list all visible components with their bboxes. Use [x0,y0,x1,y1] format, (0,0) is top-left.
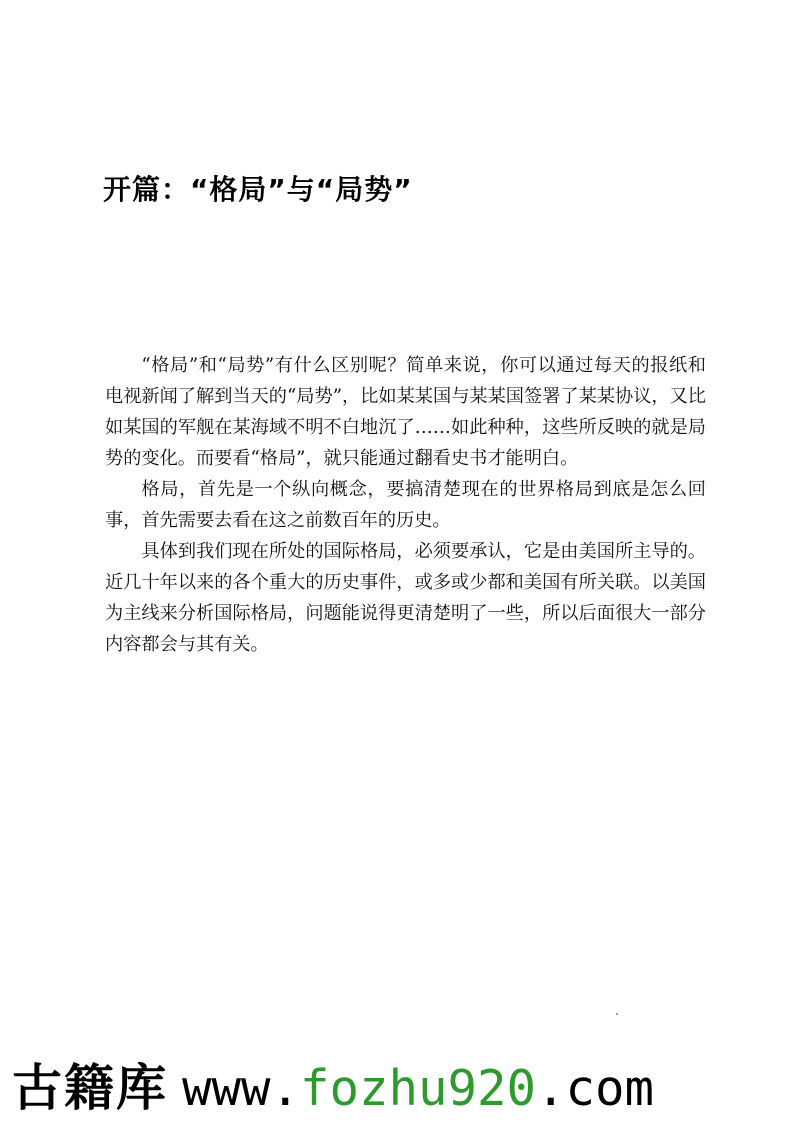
page-title: 开篇：“格局”与“局势” [103,173,413,206]
watermark-site-name: 古籍库 [12,1059,168,1117]
paragraph: 格局，首先是一个纵向概念，要搞清楚现在的世界格局到底是怎么回事，首先需要去看在这之前数百年的历史。 [105,479,706,531]
paragraph: 具体到我们现在所处的国际格局，必须要承认，它是由美国所主导的。近几十年以来的各个重大的历史事件，或多或少都和美国有所关联。以美国为主线来分析国际格局，问题能说得更清楚明了一些，所以后面很大一部分内容都会与其有关。 [105,541,706,655]
watermark [12,1048,654,1120]
watermark-url-accent: fozhu920 [300,1060,537,1117]
scan-speck [616,1013,618,1015]
watermark-url-prefix: www. [182,1060,301,1117]
watermark-url-suffix: .com [536,1060,655,1117]
paragraph: “格局”和“局势”有什么区别呢？简单来说，你可以通过每天的报纸和电视新闻了解到当天的“局势”，比如某某国与某某国签署了某某协议，又比如某国的军舰在某海域不明不白地沉了……如此种种，这些所反映的就是局势的变化。而要看“格局”，就只能通过翻看史书才能明白。 [105,355,706,469]
watermark-url[interactable] [182,1060,654,1117]
body-text [105,350,706,660]
